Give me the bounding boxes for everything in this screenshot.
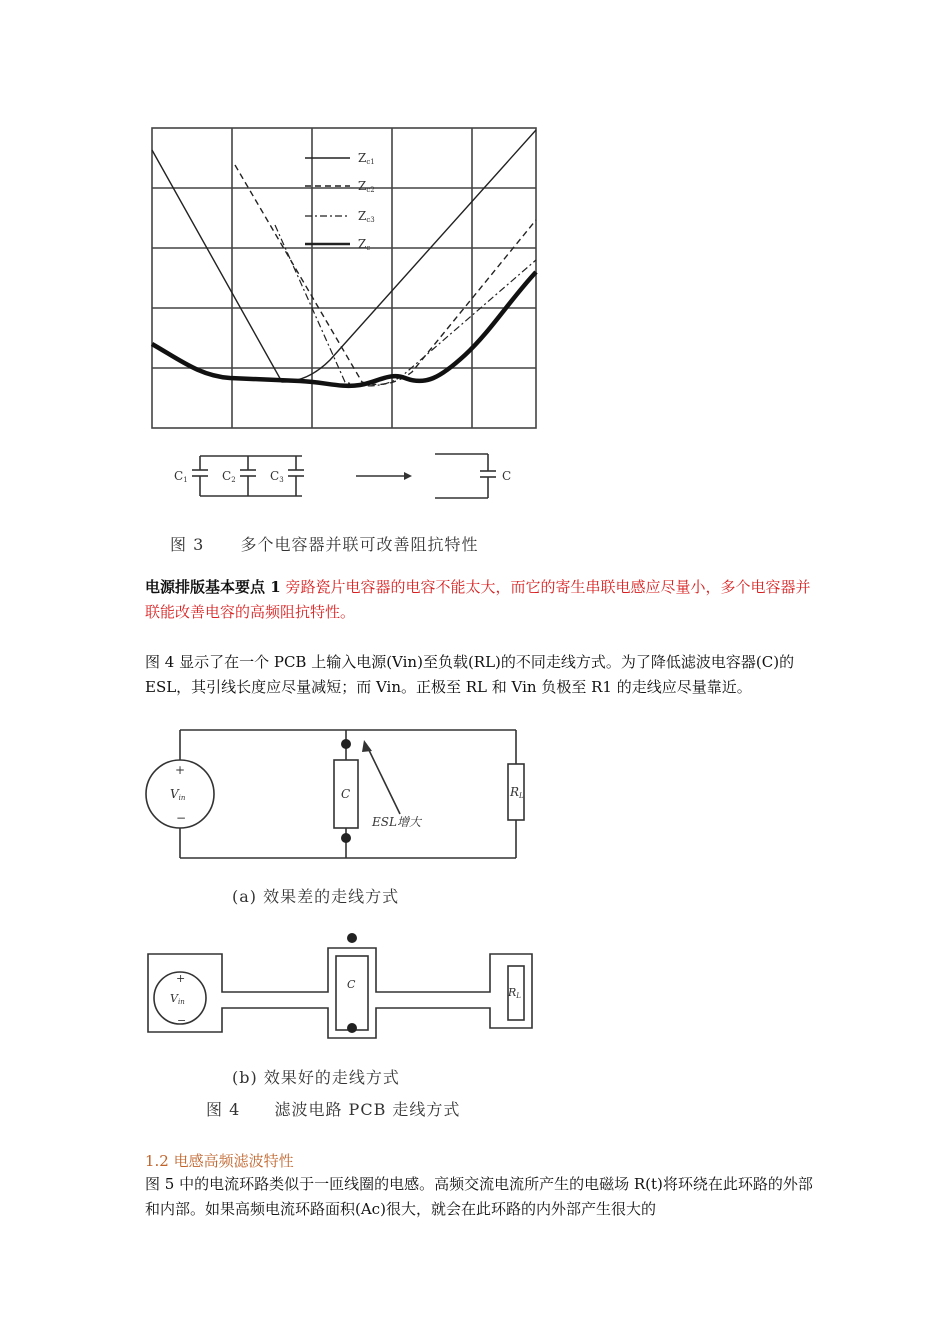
figure-4-number: 图 4 bbox=[206, 1100, 241, 1119]
legend-zc2: Zc2 bbox=[358, 179, 375, 194]
capacitor-b-label: C bbox=[347, 978, 356, 991]
figure-4a-caption: (a) 效果差的走线方式 bbox=[232, 887, 400, 906]
figure-3-capacitor-schematic bbox=[160, 444, 530, 514]
figure-4-caption bbox=[206, 1097, 460, 1120]
vin-b-minus: − bbox=[177, 1014, 187, 1027]
curve-zc2 bbox=[235, 165, 536, 384]
vin-plus: + bbox=[175, 763, 186, 777]
key-point-1 bbox=[145, 575, 813, 625]
vin-b-label: Vin bbox=[170, 992, 185, 1006]
rl-label: RL bbox=[510, 785, 524, 800]
vin-minus: − bbox=[176, 811, 187, 825]
rl-b-label: RL bbox=[508, 986, 521, 1000]
cap-c3-label: C3 bbox=[270, 469, 284, 484]
paragraph-fig4-description: 图 4 显示了在一个 PCB 上输入电源(Vin)至负载(RL)的不同走线方式。为了降低滤波电容器(C)的 ESL，其引线长度应尽量减短；而 Vin。正极至 RL 和 Vin 负极至 R1 的走线应尽量靠近。 bbox=[145, 653, 795, 696]
vin-label: Vin bbox=[170, 787, 186, 802]
curve-zc3 bbox=[275, 225, 536, 386]
vin-b-plus: + bbox=[176, 972, 186, 985]
figure-3-impedance-chart bbox=[140, 120, 545, 440]
cap-c-label: C bbox=[502, 469, 512, 483]
legend-zc3: Zc3 bbox=[358, 209, 375, 224]
legend-zc1: Zc1 bbox=[358, 151, 375, 166]
figure-3-number: 图 3 bbox=[170, 535, 205, 554]
esl-label: ESL增大 bbox=[372, 815, 421, 829]
figure-4b-circuit bbox=[140, 928, 540, 1048]
figure-4a-circuit bbox=[140, 722, 540, 867]
figure-4-caption-text: 滤波电路 PCB 走线方式 bbox=[274, 1100, 461, 1119]
figure-4b-caption: (b) 效果好的走线方式 bbox=[232, 1068, 400, 1087]
capacitor-label: C bbox=[341, 787, 351, 801]
legend-zc: Zc bbox=[358, 237, 371, 252]
key-point-1-text: 旁路瓷片电容器的电容不能太大，而它的寄生串联电感应尽量小，多个电容器并联能改善电容的高频阻抗特性。 bbox=[145, 578, 811, 621]
cap-c1-label: C1 bbox=[174, 469, 188, 484]
figure-3-caption-text: 多个电容器并联可改善阻抗特性 bbox=[240, 535, 479, 554]
paragraph-inductance: 图 5 中的电流环路类似于一匝线圈的电感。高频交流电流所产生的电磁场 R(t)将环绕在此环路的外部和内部。如果高频电流环路面积(Ac)很大，就会在此环路的内外部产生很大的 bbox=[145, 1175, 813, 1218]
cap-c2-label: C2 bbox=[222, 469, 236, 484]
section-heading: 1.2 电感高频滤波特性 bbox=[145, 1152, 294, 1170]
key-point-1-label: 电源排版基本要点 1 bbox=[145, 578, 281, 596]
figure-3-caption bbox=[170, 532, 478, 555]
